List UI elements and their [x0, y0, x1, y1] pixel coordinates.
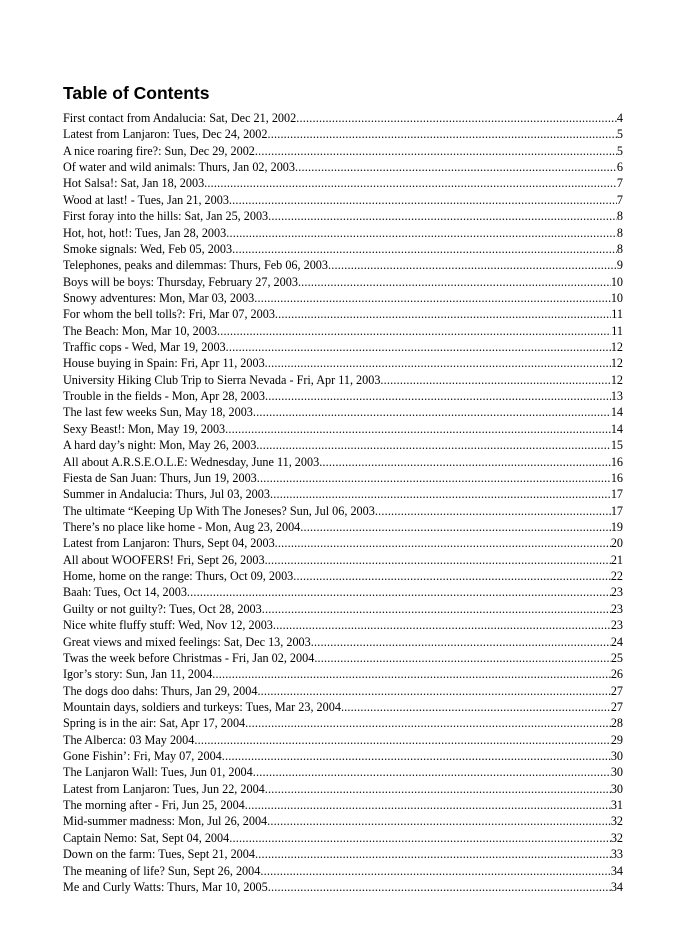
toc-entry[interactable]: [63, 355, 623, 371]
toc-dot-leader: [255, 143, 617, 159]
toc-entry[interactable]: [63, 421, 623, 437]
toc-dot-leader: [265, 552, 611, 568]
toc-entry[interactable]: [63, 552, 623, 568]
toc-entry[interactable]: [63, 241, 623, 257]
toc-entry-title: Wood at last! - Tues, Jan 21, 2003: [63, 192, 229, 207]
toc-entry-title: All about A.R.S.E.O.L.E: Wednesday, June 11, 2003: [63, 454, 320, 469]
toc-dot-leader: [265, 388, 611, 404]
toc-dot-leader: [265, 355, 611, 371]
toc-entry-page-number: 27: [610, 683, 623, 698]
toc-entry-page-number: 32: [610, 814, 623, 829]
toc-entry-title: Summer in Andalucia: Thurs, Jul 03, 2003: [63, 487, 270, 502]
toc-dot-leader: [328, 257, 617, 273]
toc-entry-page-number: 27: [610, 699, 623, 714]
toc-entry[interactable]: [63, 519, 623, 535]
toc-entry-page-number: 28: [610, 716, 623, 731]
toc-entry-title: Mid-summer madness: Mon, Jul 26, 2004: [63, 814, 268, 829]
toc-entry[interactable]: [63, 208, 623, 224]
toc-entry[interactable]: [63, 159, 623, 175]
toc-entry-page-number: 30: [610, 781, 623, 796]
toc-entry[interactable]: [63, 290, 623, 306]
toc-dot-leader: [265, 781, 611, 797]
toc-entry-page-number: 15: [610, 438, 623, 453]
toc-entry[interactable]: [63, 257, 623, 273]
toc-entry-title: Nice white fluffy stuff: Wed, Nov 12, 2003: [63, 618, 273, 633]
toc-entry[interactable]: [63, 323, 623, 339]
toc-entry-page-number: 34: [610, 879, 623, 894]
toc-entry-page-number: 30: [610, 749, 623, 764]
toc-dot-leader: [311, 634, 611, 650]
toc-entry-title: Telephones, peaks and dilemmas: Thurs, Feb 06, 2003: [63, 258, 328, 273]
toc-entry[interactable]: [63, 830, 623, 846]
toc-dot-leader: [260, 863, 610, 879]
toc-entry-page-number: 32: [610, 830, 623, 845]
toc-entry-title: All about WOOFERS! Fri, Sept 26, 2003: [63, 552, 265, 567]
toc-entry-page-number: 25: [610, 650, 623, 665]
toc-dot-leader: [293, 568, 611, 584]
toc-entry-title: A nice roaring fire?: Sun, Dec 29, 2002: [63, 143, 255, 158]
toc-dot-leader: [296, 110, 617, 126]
toc-entry-page-number: 10: [610, 274, 623, 289]
toc-entry-title: Of water and wild animals: Thurs, Jan 02, 2003: [63, 160, 295, 175]
toc-entry-title: First foray into the hills: Sat, Jan 25, 2003: [63, 209, 269, 224]
toc-entry[interactable]: [63, 617, 623, 633]
toc-title: Table of Contents: [63, 83, 210, 103]
toc-entry-title: Gone Fishin’: Fri, May 07, 2004: [63, 749, 222, 764]
toc-entry[interactable]: [63, 846, 623, 862]
toc-entry[interactable]: [63, 715, 623, 731]
toc-entry[interactable]: [63, 339, 623, 355]
toc-dot-leader: [212, 666, 611, 682]
toc-dot-leader: [268, 879, 611, 895]
toc-entry-page-number: 26: [610, 667, 623, 682]
toc-entry-page-number: 5: [616, 127, 623, 142]
toc-entry-title: Down on the farm: Tues, Sept 21, 2004: [63, 847, 255, 862]
toc-entry[interactable]: [63, 110, 623, 126]
toc-entry-title: The morning after - Fri, Jun 25, 2004: [63, 798, 245, 813]
toc-entry-title: Baah: Tues, Oct 14, 2003: [63, 585, 187, 600]
toc-entry-page-number: 7: [616, 176, 623, 191]
toc-dot-leader: [229, 192, 617, 208]
toc-entry[interactable]: [63, 454, 623, 470]
toc-dot-leader: [229, 830, 611, 846]
toc-entry[interactable]: [63, 764, 623, 780]
toc-entry-page-number: 23: [610, 601, 623, 616]
toc-dot-leader: [375, 503, 611, 519]
toc-entry-title: Great views and mixed feelings: Sat, Dec 13, 2003: [63, 634, 311, 649]
toc-entry[interactable]: [63, 683, 623, 699]
toc-entry-page-number: 34: [610, 863, 623, 878]
toc-entry[interactable]: [63, 503, 623, 519]
toc-entry[interactable]: [63, 601, 623, 617]
toc-entry-page-number: 17: [610, 503, 623, 518]
toc-entry[interactable]: [63, 175, 623, 191]
toc-entry-page-number: 16: [610, 454, 623, 469]
toc-entry[interactable]: [63, 470, 623, 486]
toc-entry-page-number: 10: [610, 290, 623, 305]
toc-entry-page-number: 14: [610, 421, 623, 436]
toc-entry[interactable]: [63, 584, 623, 600]
toc-entry-title: There’s no place like home - Mon, Aug 23, 2004: [63, 519, 301, 534]
toc-entry-page-number: 4: [616, 111, 623, 125]
toc-entry-page-number: 12: [610, 340, 623, 355]
toc-dot-leader: [222, 748, 611, 764]
toc-dot-leader: [253, 404, 611, 420]
toc-dot-leader: [268, 208, 617, 224]
toc-entry-title: Smoke signals: Wed, Feb 05, 2003: [63, 241, 233, 256]
toc-entry-title: First contact from Andalucia: Sat, Dec 21, 2002: [63, 111, 297, 125]
toc-dot-leader: [257, 470, 611, 486]
toc-dot-leader: [217, 323, 611, 339]
toc-entry[interactable]: [63, 437, 623, 453]
toc-entry-title: Captain Nemo: Sat, Sept 04, 2004: [63, 830, 230, 845]
toc-dot-leader: [300, 519, 611, 535]
toc-entry-page-number: 16: [610, 470, 623, 485]
toc-entry[interactable]: [63, 372, 623, 388]
toc-dot-leader: [341, 699, 611, 715]
toc-entry-title: Fiesta de San Juan: Thurs, Jun 19, 2003: [63, 470, 257, 485]
toc-entry-page-number: 11: [611, 307, 623, 322]
toc-entry-page-number: 12: [610, 372, 623, 387]
toc-entry-title: The last few weeks Sun, May 18, 2003: [63, 405, 253, 420]
toc-dot-leader: [275, 306, 611, 322]
toc-dot-leader: [225, 421, 611, 437]
toc-entry[interactable]: [63, 813, 623, 829]
toc-entry-title: Snowy adventures: Mon, Mar 03, 2003: [63, 290, 255, 305]
toc-dot-leader: [275, 535, 611, 551]
toc-entry[interactable]: [63, 535, 623, 551]
toc-dot-leader: [226, 339, 611, 355]
toc-entry[interactable]: [63, 225, 623, 241]
toc-entry-title: The meaning of life? Sun, Sept 26, 2004: [63, 863, 261, 878]
toc-entry-title: The ultimate “Keeping Up With The Joneses? Sun, Jul 06, 2003: [63, 503, 375, 518]
toc-dot-leader: [253, 764, 611, 780]
toc-list: [63, 110, 623, 895]
toc-dot-leader: [204, 175, 617, 191]
toc-entry-title: Latest from Lanjaron: Thurs, Sept 04, 2003: [63, 536, 275, 551]
toc-entry-page-number: 23: [610, 585, 623, 600]
toc-entry[interactable]: [63, 143, 623, 159]
toc-dot-leader: [226, 225, 617, 241]
toc-entry-page-number: 19: [610, 519, 623, 534]
toc-entry[interactable]: [63, 863, 623, 879]
toc-entry[interactable]: [63, 568, 623, 584]
toc-entry-title: Sexy Beast!: Mon, May 19, 2003: [63, 421, 226, 436]
toc-entry-page-number: 33: [610, 847, 623, 862]
toc-entry-page-number: 29: [610, 732, 623, 747]
toc-entry-title: Latest from Lanjaron: Tues, Jun 22, 2004: [63, 781, 265, 796]
toc-entry-title: Latest from Lanjaron: Tues, Dec 24, 2002: [63, 127, 268, 142]
toc-entry-title: The Alberca: 03 May 2004: [63, 732, 195, 747]
toc-entry-page-number: 8: [616, 225, 623, 240]
toc-entry-title: Home, home on the range: Thurs, Oct 09, 2003: [63, 569, 294, 584]
toc-entry-title: University Hiking Club Trip to Sierra Nevada - Fri, Apr 11, 2003: [63, 372, 381, 387]
toc-entry-title: Me and Curly Watts: Thurs, Mar 10, 2005: [63, 879, 268, 894]
toc-dot-leader: [194, 732, 610, 748]
toc-entry[interactable]: [63, 404, 623, 420]
toc-entry[interactable]: [63, 699, 623, 715]
toc-entry-title: Hot Salsa!: Sat, Jan 18, 2003: [63, 176, 205, 191]
toc-entry[interactable]: [63, 748, 623, 764]
toc-dot-leader: [270, 486, 611, 502]
toc-entry[interactable]: [63, 126, 623, 142]
toc-entry-title: Traffic cops - Wed, Mar 19, 2003: [63, 340, 226, 355]
toc-entry-title: Spring is in the air: Sat, Apr 17, 2004: [63, 716, 246, 731]
toc-entry[interactable]: [63, 797, 623, 813]
toc-entry-title: Mountain days, soldiers and turkeys: Tues, Mar 23, 2004: [63, 699, 341, 714]
toc-entry-title: Twas the week before Christmas - Fri, Jan 02, 2004: [63, 650, 315, 665]
toc-entry[interactable]: [63, 192, 623, 208]
toc-entry-page-number: 5: [616, 143, 623, 158]
toc-entry-page-number: 13: [610, 389, 623, 404]
toc-entry-page-number: 20: [610, 536, 623, 551]
toc-entry[interactable]: [63, 781, 623, 797]
toc-dot-leader: [314, 650, 611, 666]
toc-dot-leader: [255, 846, 611, 862]
toc-dot-leader: [273, 617, 611, 633]
toc-entry-page-number: 21: [610, 552, 623, 567]
toc-entry-page-number: 12: [610, 356, 623, 371]
toc-entry[interactable]: [63, 879, 623, 895]
toc-entry-title: The Lanjaron Wall: Tues, Jun 01, 2004: [63, 765, 253, 780]
toc-entry[interactable]: [63, 486, 623, 502]
toc-dot-leader: [256, 437, 611, 453]
toc-entry-title: Boys will be boys: Thursday, February 27, 2003: [63, 274, 298, 289]
toc-entry-title: Trouble in the fields - Mon, Apr 28, 2003: [63, 389, 265, 404]
toc-entry[interactable]: [63, 274, 623, 290]
toc-dot-leader: [257, 683, 610, 699]
toc-dot-leader: [267, 813, 611, 829]
toc-entry-title: Igor’s story: Sun, Jan 11, 2004: [63, 667, 213, 682]
toc-entry-title: Hot, hot, hot!: Tues, Jan 28, 2003: [63, 225, 227, 240]
toc-entry-page-number: 9: [616, 258, 623, 273]
toc-entry-title: The dogs doo dahs: Thurs, Jan 29, 2004: [63, 683, 258, 698]
toc-entry-page-number: 24: [610, 634, 623, 649]
toc-dot-leader: [232, 241, 617, 257]
toc-entry[interactable]: [63, 666, 623, 682]
toc-dot-leader: [254, 290, 611, 306]
toc-dot-leader: [380, 372, 610, 388]
toc-dot-leader: [319, 454, 611, 470]
toc-entry-page-number: 8: [616, 241, 623, 256]
toc-entry-page-number: 17: [610, 487, 623, 502]
toc-dot-leader: [267, 126, 616, 142]
toc-entry-page-number: 23: [610, 618, 623, 633]
toc-dot-leader: [245, 797, 611, 813]
toc-entry[interactable]: [63, 634, 623, 650]
toc-entry-title: A hard day’s night: Mon, May 26, 2003: [63, 438, 257, 453]
toc-dot-leader: [262, 601, 611, 617]
toc-dot-leader: [245, 715, 611, 731]
toc-entry[interactable]: [63, 732, 623, 748]
toc-entry-title: The Beach: Mon, Mar 10, 2003: [63, 323, 218, 338]
toc-entry-title: Guilty or not guilty?: Tues, Oct 28, 2003: [63, 601, 262, 616]
toc-dot-leader: [295, 159, 617, 175]
toc-entry-page-number: 30: [610, 765, 623, 780]
toc-entry[interactable]: [63, 306, 623, 322]
toc-entry-page-number: 6: [616, 160, 623, 175]
toc-entry-page-number: 7: [616, 192, 623, 207]
toc-entry[interactable]: [63, 650, 623, 666]
toc-dot-leader: [187, 584, 611, 600]
toc-entry[interactable]: [63, 388, 623, 404]
toc-entry-page-number: 31: [610, 798, 623, 813]
toc-entry-title: House buying in Spain: Fri, Apr 11, 2003: [63, 356, 265, 371]
toc-dot-leader: [298, 274, 611, 290]
toc-entry-page-number: 22: [610, 569, 623, 584]
toc-entry-title: For whom the bell tolls?: Fri, Mar 07, 2003: [63, 307, 275, 322]
toc-entry-page-number: 8: [616, 209, 623, 224]
toc-entry-page-number: 11: [611, 323, 623, 338]
toc-entry-page-number: 14: [610, 405, 623, 420]
